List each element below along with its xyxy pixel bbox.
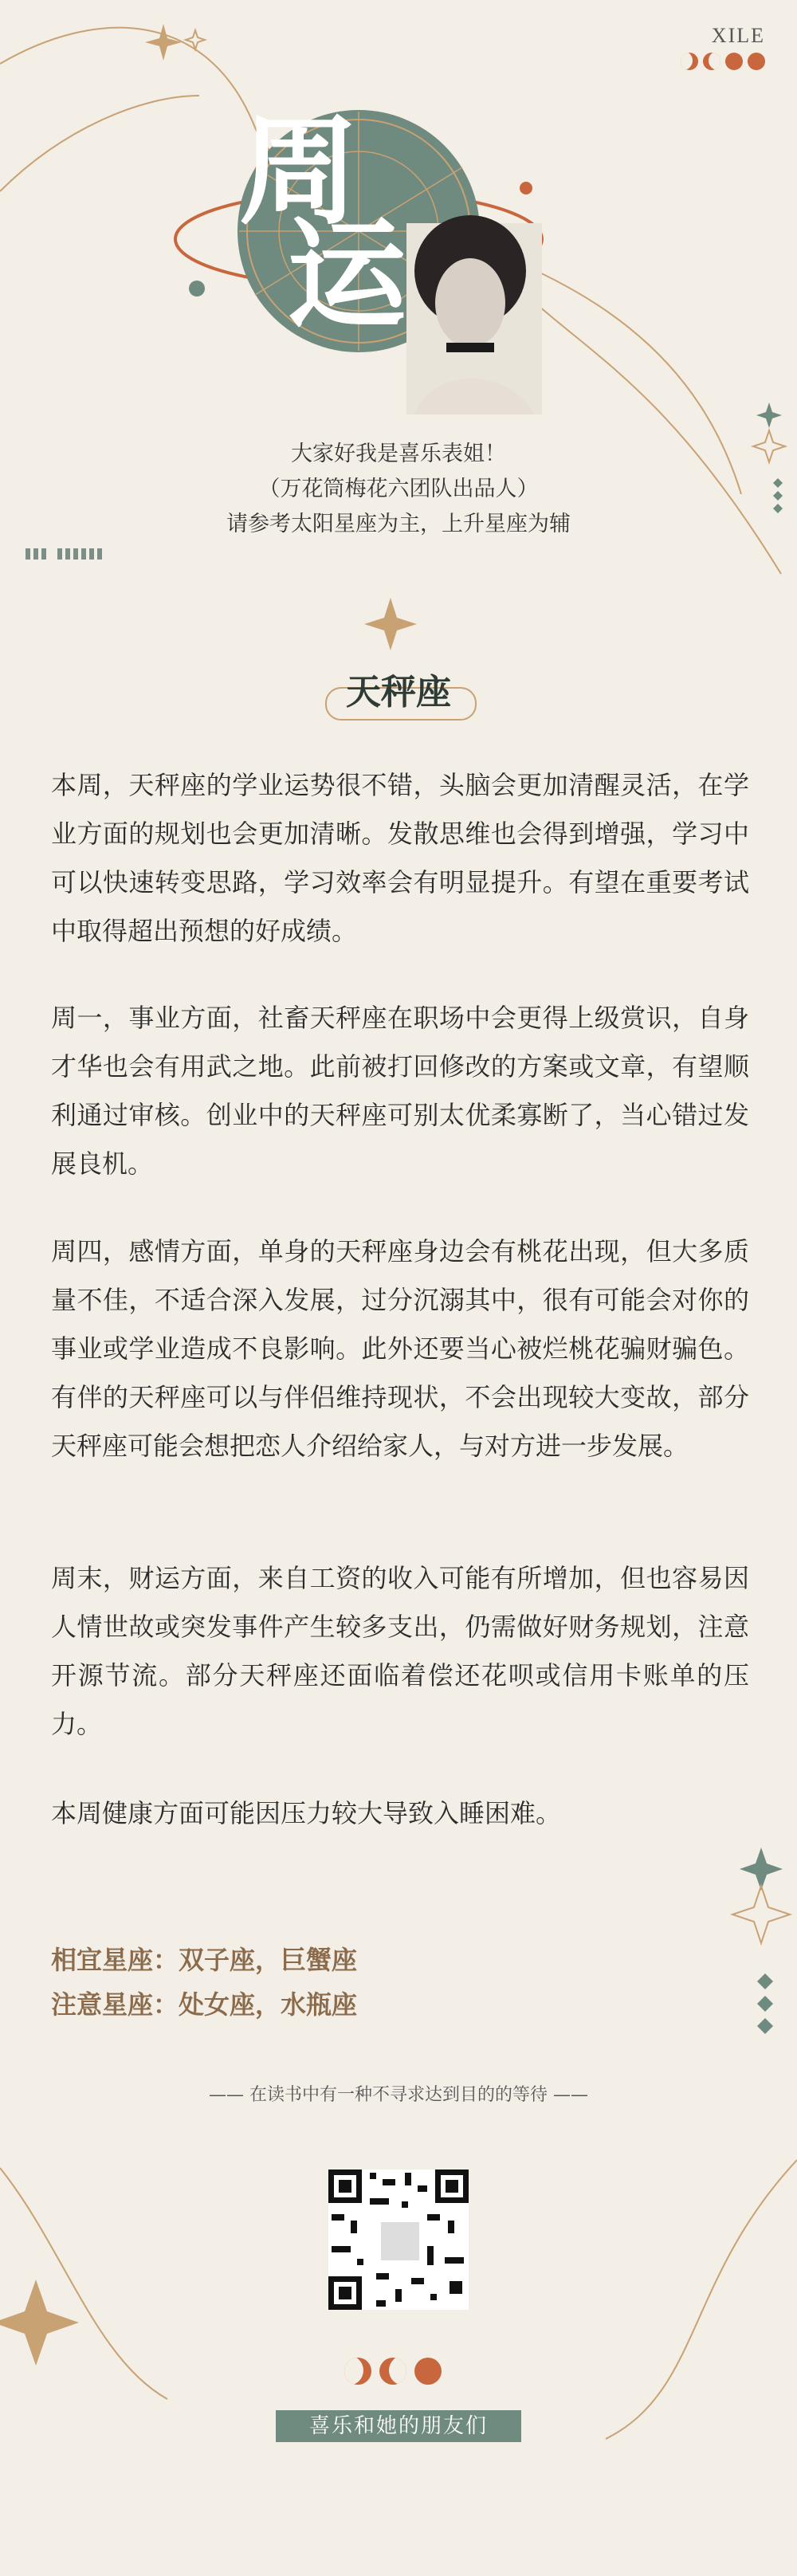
hero-title-fortune: 运 — [287, 205, 407, 345]
paragraph-career: 周一，事业方面，社畜天秤座在职场中会更得上级赏识，自身才华也会有用武之地。此前被打回修改的方案或文章，有望顺利通过审核。创业中的天秤座可别太优柔寡断了，当心错过发展良机。 — [51, 1003, 749, 1179]
moon-icon — [344, 2358, 442, 2385]
quote: —— 在读书中有一种不寻求达到目的的等待 —— — [209, 2085, 588, 2105]
intro-line: （万花筒梅花六团队出品人） — [258, 477, 539, 501]
compatible-signs: 相宜星座：双子座，巨蟹座 — [51, 1945, 358, 1975]
qr-code[interactable] — [328, 2170, 469, 2310]
avatar — [379, 2221, 421, 2262]
moon-icon — [681, 53, 765, 70]
paragraph-study: 本周，天秤座的学业运势很不错，头脑会更加清醒灵活，在学业方面的规划也会更加清晰。发散思维也会得到增强，学习中可以快速转变思路，学习效率会有明显提升。有望在重要考试中取得超出预想的好成绩。 — [51, 770, 749, 946]
intro-text — [0, 437, 797, 542]
intro-line: 请参考太阳星座为主，上升星座为辅 — [226, 512, 571, 536]
intro-line: 大家好我是喜乐表姐！ — [291, 442, 506, 466]
paragraph-love: 周四，感情方面，单身的天秤座身边会有桃花出现，但大多质量不佳，不适合深入发展，过分沉溺其中，很有可能会对你的事业或学业造成不良影响。此外还要当心被烂桃花骗财骗色。有伴的天秤座可以与伴侣维持现状，不会出现较大变故，部分天秤座可能会想把恋人介绍给家人，与对方进一步发展。 — [51, 1236, 749, 1461]
sign-title: 天秤座 — [346, 672, 451, 713]
caution-signs: 注意星座：处女座，水瓶座 — [51, 1989, 358, 2020]
footer-badge: 喜乐和她的朋友们 — [276, 2410, 521, 2442]
hero-title-week: 周 — [239, 101, 359, 242]
brand-mark: XILE — [711, 24, 765, 47]
paragraph-health: 本周健康方面可能因压力较大导致入睡困难。 — [51, 1798, 562, 1828]
paragraph-wealth: 周末，财运方面，来自工资的收入可能有所增加，但也容易因人情世故或突发事件产生较多支出，仍需做好财务规划，注意开源节流。部分天秤座还面临着偿还花呗或信用卡账单的压力。 — [51, 1563, 749, 1739]
barcode-decoration — [26, 548, 102, 560]
